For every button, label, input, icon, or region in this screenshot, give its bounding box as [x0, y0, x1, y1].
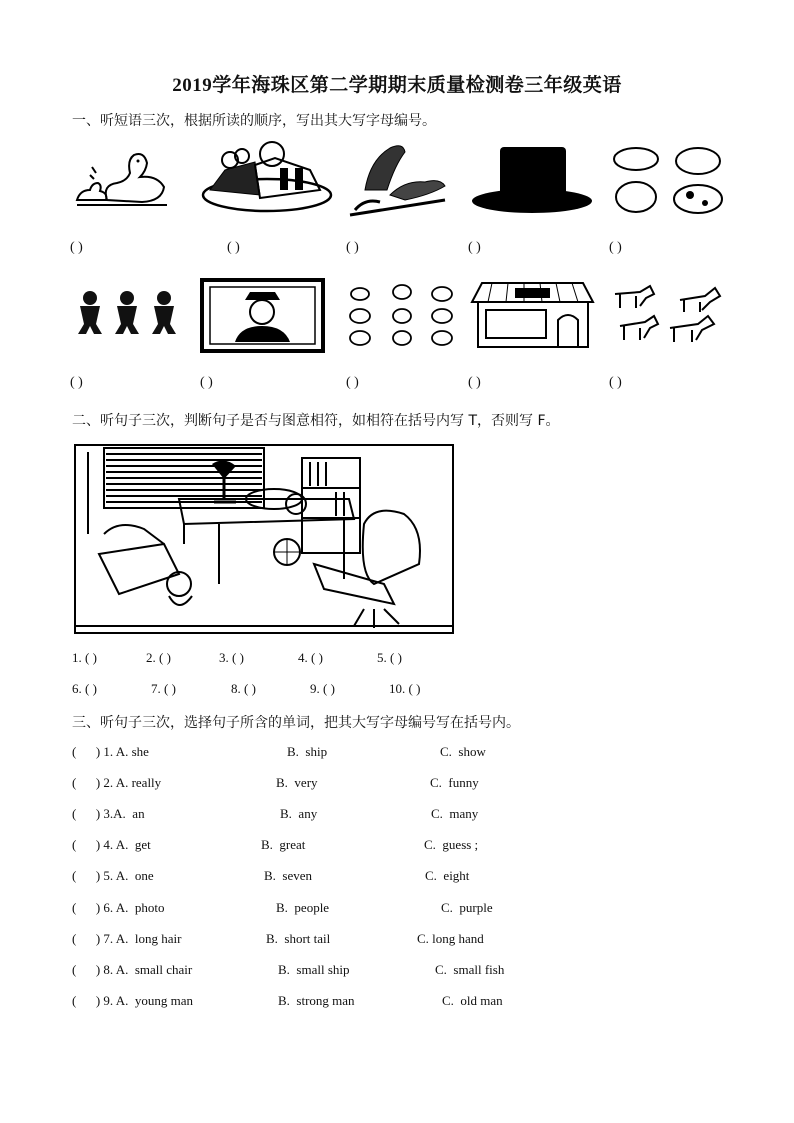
option-b: B. seven: [264, 868, 313, 883]
answer-paren[interactable]: ( ): [70, 240, 83, 255]
pigs-icon: [610, 145, 725, 217]
answer-item[interactable]: 2. ( ): [146, 650, 171, 665]
question-prefix[interactable]: ( ) 5. A. one: [72, 868, 154, 883]
question-row: [72, 744, 772, 764]
question-prefix[interactable]: ( ) 1. A. she: [72, 744, 149, 759]
question-prefix[interactable]: ( ) 2. A. really: [72, 775, 162, 790]
answer-item[interactable]: 7. ( ): [151, 681, 176, 696]
answer-paren[interactable]: ( ): [346, 375, 359, 390]
three-children-icon: [72, 288, 187, 338]
cake-fruit-plate-icon: [200, 140, 335, 215]
question-row: [72, 993, 772, 1013]
shop-icon: [470, 280, 595, 350]
answer-item[interactable]: 6. ( ): [72, 681, 97, 696]
question-prefix[interactable]: ( ) 9. A. young man: [72, 993, 193, 1008]
question-row: [72, 837, 772, 857]
answer-paren[interactable]: ( ): [609, 375, 622, 390]
room-scene-image: [74, 444, 454, 634]
question-row: [72, 868, 772, 888]
answer-item[interactable]: 10. ( ): [389, 681, 421, 696]
section1-heading: 一、听短语三次，根据所读的顺序，写出其大写字母编号。: [72, 113, 436, 129]
option-c: C. funny: [430, 775, 479, 790]
answer-item[interactable]: 3. ( ): [219, 650, 244, 665]
option-b: B. short tail: [266, 931, 331, 946]
question-row: [72, 962, 772, 982]
option-c: C. small fish: [435, 962, 505, 977]
duck-icon: [72, 145, 172, 210]
option-b: B. any: [280, 806, 318, 821]
question-prefix[interactable]: ( ) 7. A. long hair: [72, 931, 182, 946]
answer-paren[interactable]: ( ): [609, 240, 622, 255]
police-portrait-icon: [200, 278, 325, 353]
option-c: C. show: [440, 744, 486, 759]
birds-icon: [345, 140, 450, 220]
answer-item[interactable]: 9. ( ): [310, 681, 335, 696]
section2-heading: 二、听句子三次，判断句子是否与图意相符，如相符在括号内写 T，否则写 F。: [72, 413, 560, 429]
page-title: 2019学年海珠区第二学期期末质量检测卷三年级英语: [172, 75, 622, 96]
option-c: C. long hand: [417, 931, 484, 946]
option-c: C. eight: [425, 868, 470, 883]
option-b: B. great: [261, 837, 306, 852]
answer-item[interactable]: 8. ( ): [231, 681, 256, 696]
option-b: B. people: [276, 900, 330, 915]
chicks-icon: [345, 280, 460, 350]
question-prefix[interactable]: ( ) 6. A. photo: [72, 900, 165, 915]
answer-paren[interactable]: ( ): [468, 375, 481, 390]
question-prefix[interactable]: ( ) 3.A. an: [72, 806, 145, 821]
option-b: B. small ship: [278, 962, 350, 977]
question-prefix[interactable]: ( ) 4. A. get: [72, 837, 151, 852]
question-row: [72, 775, 772, 795]
section3-heading: 三、听句子三次，选择句子所含的单词，把其大写字母编号写在括号内。: [72, 715, 520, 731]
option-b: B. ship: [287, 744, 328, 759]
option-c: C. purple: [441, 900, 493, 915]
question-row: [72, 900, 772, 920]
answer-item[interactable]: 1. ( ): [72, 650, 97, 665]
answer-paren[interactable]: ( ): [70, 375, 83, 390]
answer-paren[interactable]: ( ): [346, 240, 359, 255]
goats-icon: [610, 282, 725, 347]
answer-item[interactable]: 4. ( ): [298, 650, 323, 665]
option-c: C. guess ;: [424, 837, 479, 852]
option-c: C. old man: [442, 993, 503, 1008]
answer-paren[interactable]: ( ): [468, 240, 481, 255]
option-b: B. strong man: [278, 993, 355, 1008]
answer-paren[interactable]: ( ): [200, 375, 213, 390]
question-row: [72, 931, 772, 951]
question-prefix[interactable]: ( ) 8. A. small chair: [72, 962, 193, 977]
top-hat-icon: [470, 143, 595, 215]
question-row: [72, 806, 772, 826]
answer-paren[interactable]: ( ): [227, 240, 240, 255]
option-b: B. very: [276, 775, 318, 790]
answer-item[interactable]: 5. ( ): [377, 650, 402, 665]
option-c: C. many: [431, 806, 479, 821]
